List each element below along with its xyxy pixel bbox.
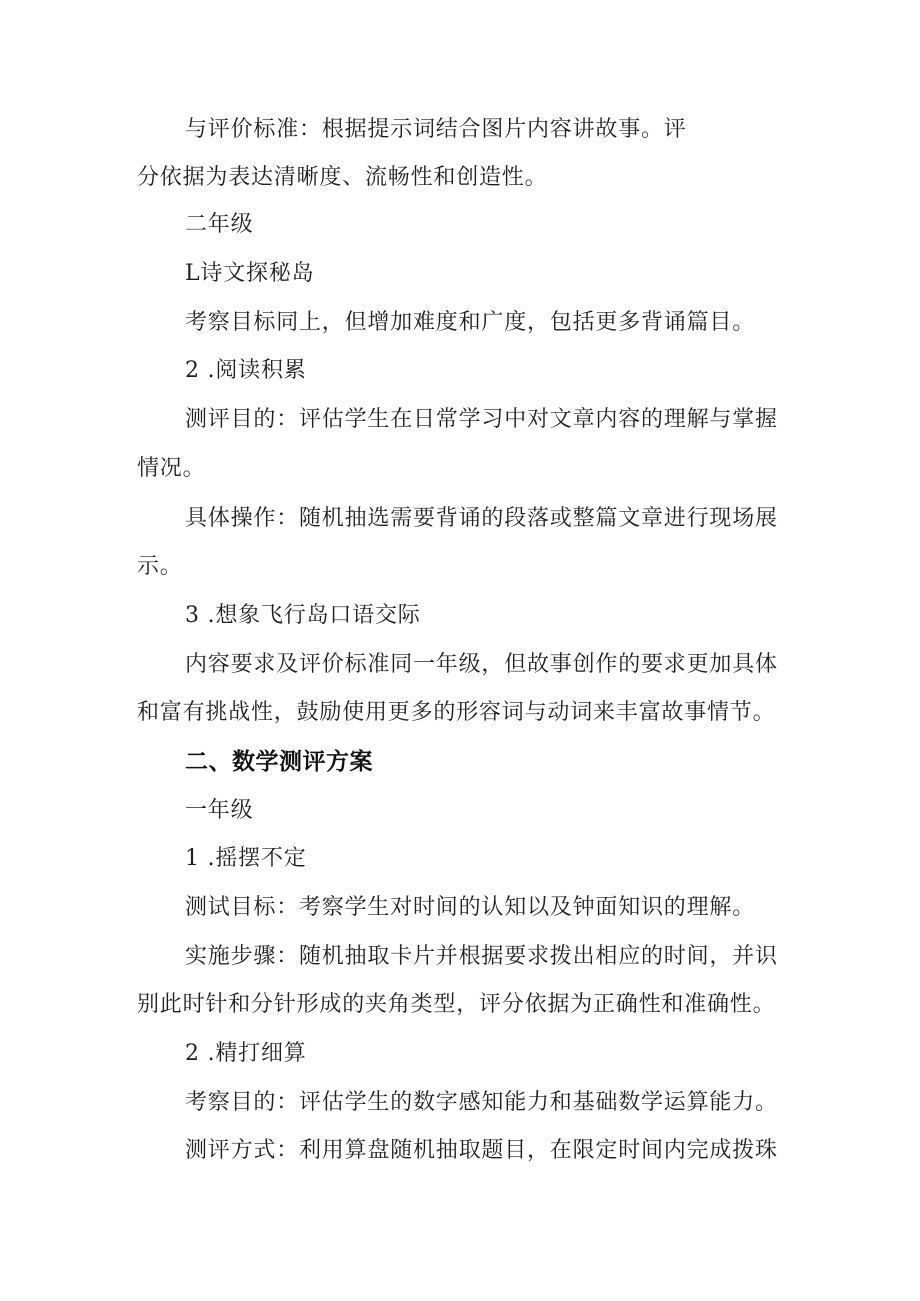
text-line: 实施步骤：随机抽取卡片并根据要求拨出相应的时间，并识	[185, 944, 778, 969]
text-line: 示。	[137, 554, 183, 579]
text-line: 考察目标同上，但增加难度和广度，包括更多背诵篇目。	[185, 310, 756, 335]
text-line: 1 .摇摆不定	[185, 846, 307, 871]
text-line: 测评方式：利用算盘随机抽取题目，在限定时间内完成拨珠	[185, 1138, 778, 1163]
text-line: L诗文探秘岛	[185, 261, 315, 286]
text-line: 测评目的：评估学生在日常学习中对文章内容的理解与掌握	[185, 407, 778, 432]
text-line: 一年级	[185, 798, 254, 823]
text-line: 分依据为表达清晰度、流畅性和创造性。	[137, 165, 548, 190]
text-line: 和富有挑战性，鼓励使用更多的形容词与动词来丰富故事情节。	[137, 700, 776, 725]
text-line: 考察目的：评估学生的数字感知能力和基础数学运算能力。	[185, 1090, 778, 1115]
text-line: 具体操作：随机抽选需要背诵的段落或整篇文章进行现场展	[185, 506, 778, 531]
text-line: 测试目标：考察学生对时间的认知以及钟面知识的理解。	[185, 895, 756, 920]
text-line: 2 .精打细算	[185, 1041, 307, 1066]
text-line: 内容要求及评价标准同一年级，但故事创作的要求更加具体	[185, 652, 778, 677]
text-line: 3 .想象飞行岛口语交际	[185, 603, 421, 628]
text-line: 情况。	[137, 456, 206, 481]
text-line: 2 .阅读积累	[185, 358, 307, 383]
text-line: 别此时针和分针形成的夹角类型，评分依据为正确性和准确性。	[137, 992, 776, 1017]
section-heading: 二、数学测评方案	[185, 749, 373, 775]
text-line: 二年级	[185, 212, 254, 237]
text-line: 与评价标准：根据提示词结合图片内容讲故事。评	[185, 117, 687, 142]
